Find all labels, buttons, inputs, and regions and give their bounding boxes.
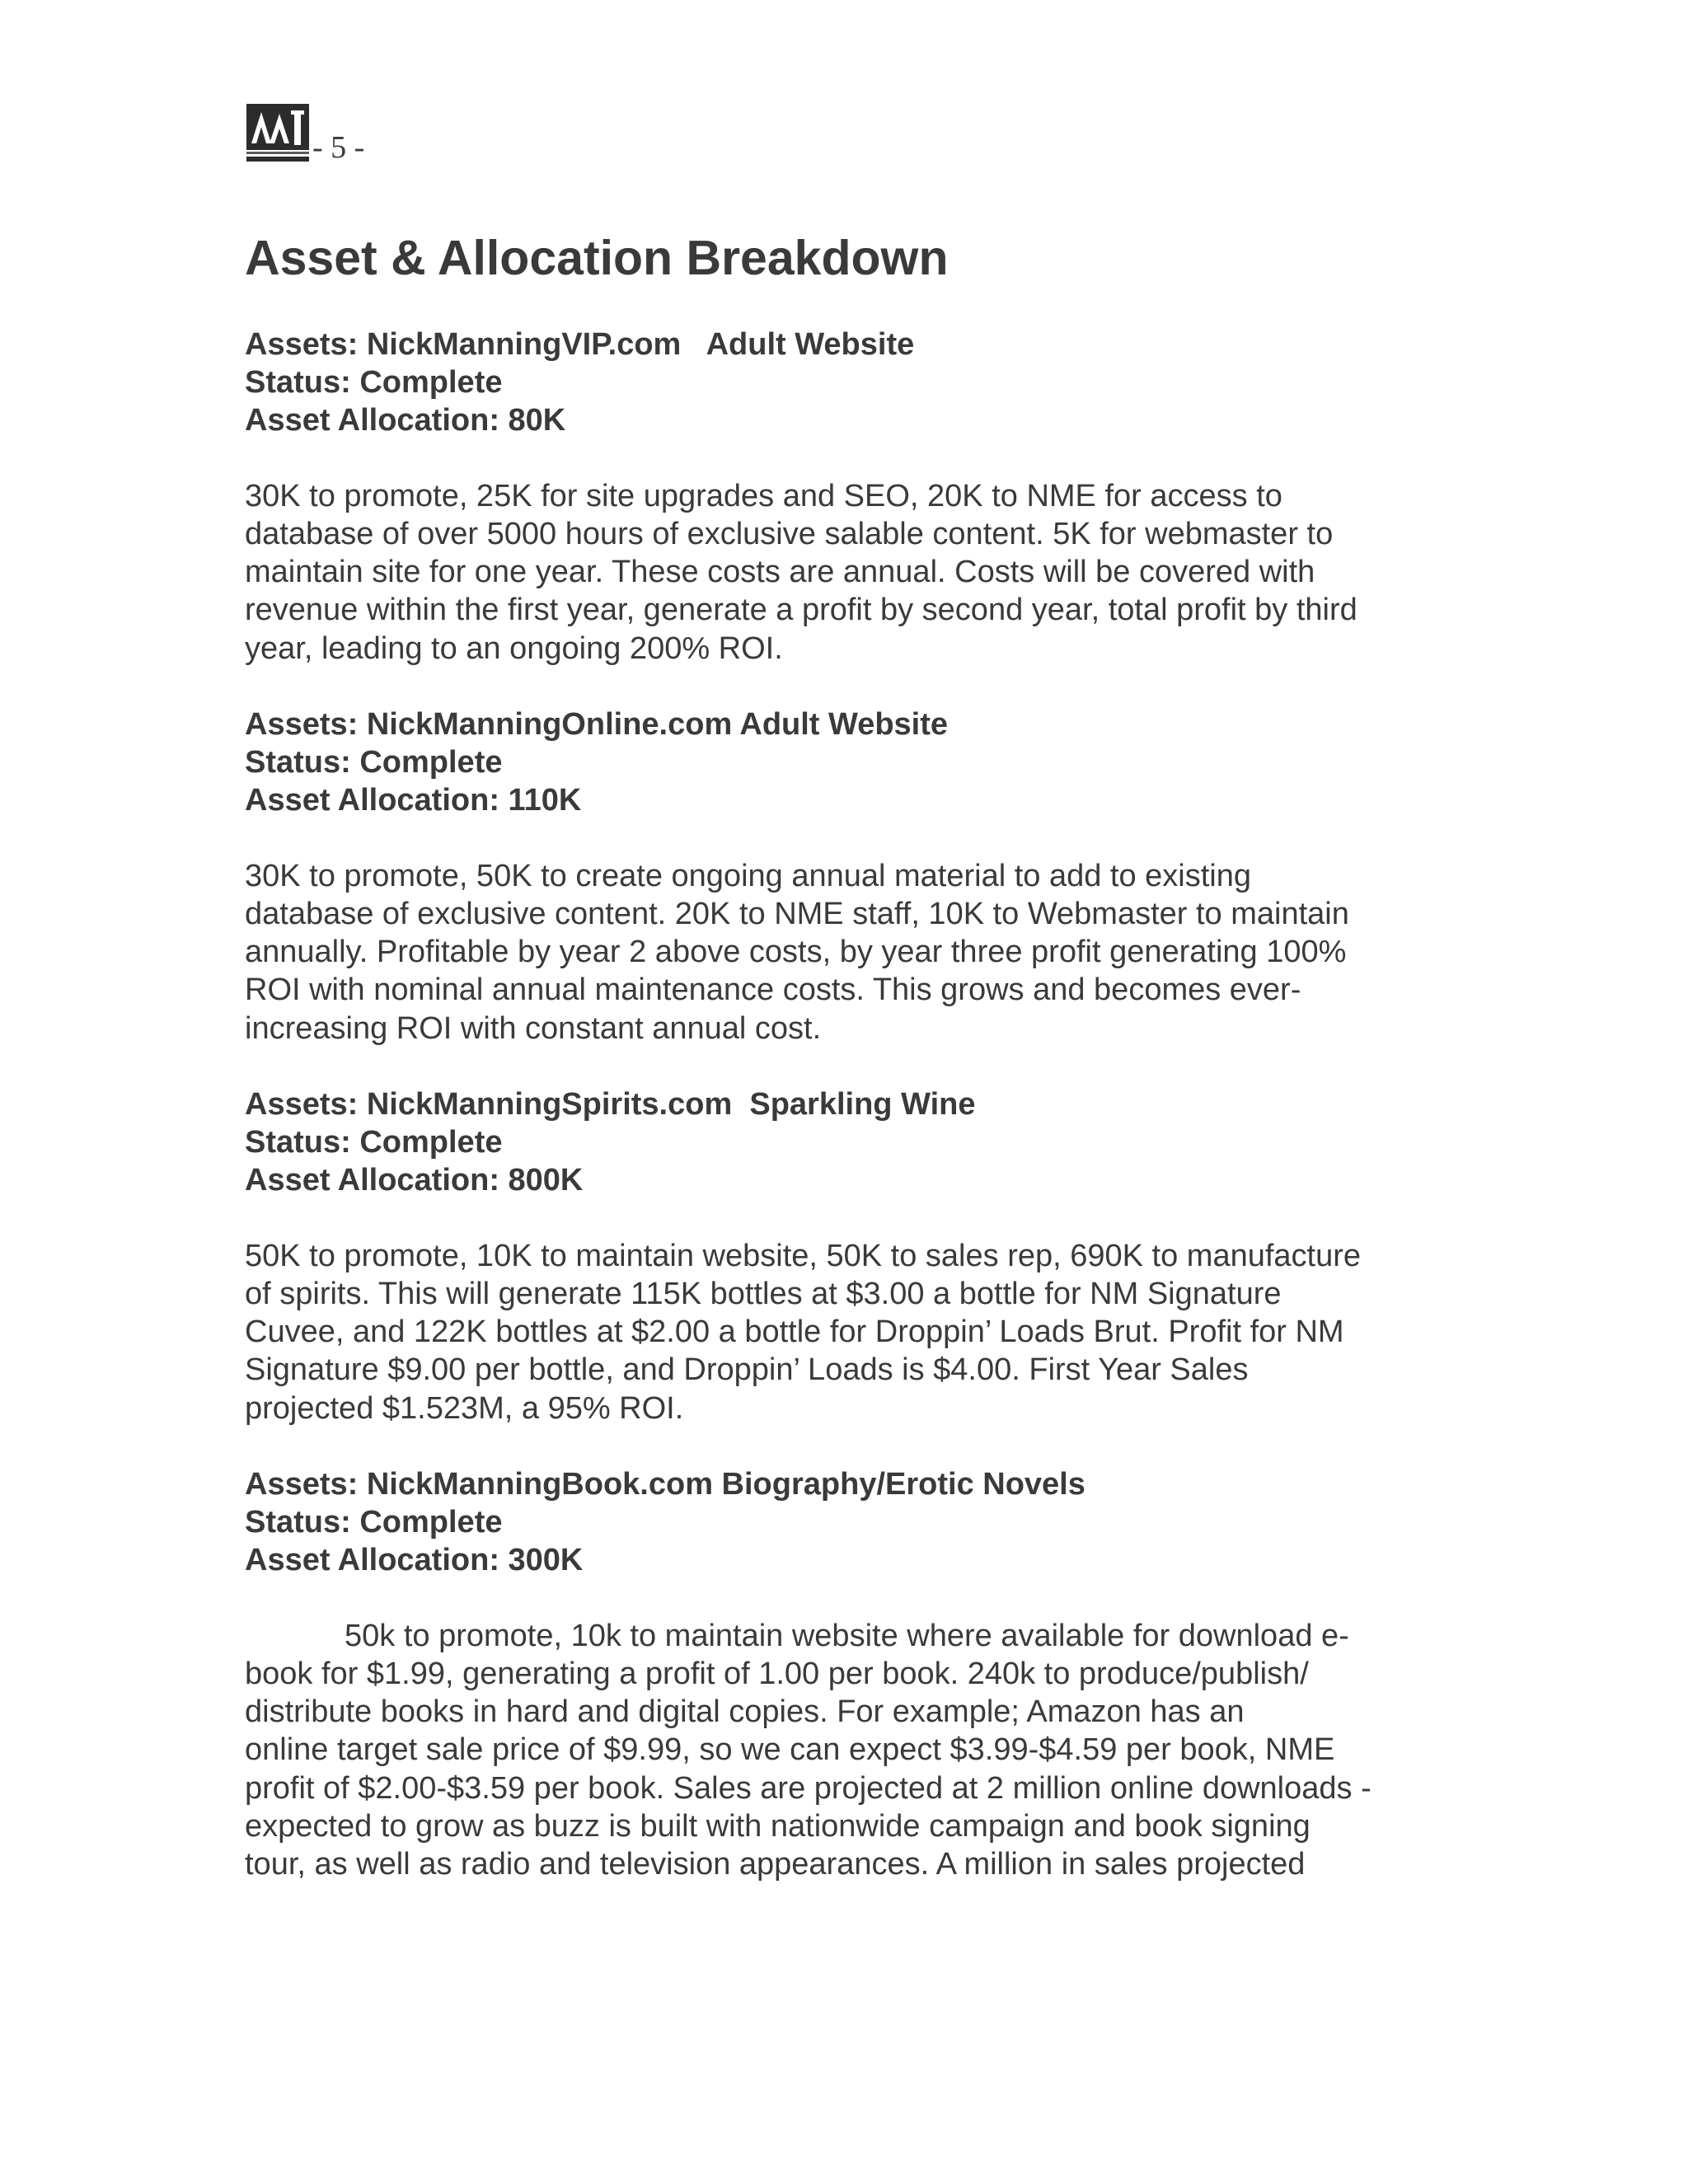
asset-name: Assets: NickManningSpirits.com Sparkling Wine (245, 1086, 976, 1122)
document-body (245, 229, 1440, 1921)
page-number: - 5 - (312, 130, 365, 165)
asset-name: Assets: NickManningBook.com Biography/Erotic Novels (245, 1466, 1085, 1502)
asset-meta (245, 705, 1440, 819)
text-line: 50K to promote, 10K to maintain website, 50K to sales rep, 690K to manufacture (245, 1238, 1362, 1273)
text-line: projected $1.523M, a 95% ROI. (245, 1390, 684, 1426)
text-line: 30K to promote, 50K to create ongoing annual material to add to existing (245, 858, 1252, 893)
asset-meta (245, 326, 1440, 439)
asset-status: Status: Complete (245, 1124, 503, 1160)
asset-description (245, 1617, 1440, 1883)
text-line: online target sale price of $9.99, so we can expect $3.99-$4.59 per book, NME (245, 1732, 1335, 1768)
text-line: revenue within the first year, generate a profit by second year, total profit by third (245, 593, 1357, 628)
text-line: year, leading to an ongoing 200% ROI. (245, 630, 783, 666)
asset-status: Status: Complete (245, 364, 503, 400)
asset-section (245, 1085, 1440, 1427)
text-line: expected to grow as buzz is built with nationwide campaign and book signing (245, 1808, 1311, 1844)
text-line: distribute books in hard and digital copies. For example; Amazon has an (245, 1694, 1245, 1730)
text-line: Signature $9.00 per bottle, and Droppin’ Loads is $4.00. First Year Sales (245, 1352, 1249, 1388)
text-line: profit of $2.00-$3.59 per book. Sales are projected at 2 million online downloads - (245, 1770, 1372, 1806)
asset-section (245, 705, 1440, 1047)
asset-allocation: Asset Allocation: 800K (245, 1162, 584, 1197)
text-line: maintain site for one year. These costs are annual. Costs will be covered with (245, 555, 1315, 590)
asset-description (245, 477, 1440, 668)
asset-allocation: Asset Allocation: 110K (245, 782, 582, 818)
asset-section (245, 1465, 1440, 1883)
asset-allocation: Asset Allocation: 300K (245, 1542, 584, 1577)
text-line: book for $1.99, generating a profit of 1.00 per book. 240k to produce/publish/ (245, 1657, 1309, 1692)
text-line: ROI with nominal annual maintenance costs. This grows and becomes ever- (245, 972, 1301, 1008)
page-header (245, 97, 364, 163)
asset-meta (245, 1465, 1440, 1579)
asset-allocation: Asset Allocation: 80K (245, 402, 566, 438)
asset-section (245, 326, 1440, 668)
asset-name: Assets: NickManningOnline.com Adult Website (245, 706, 949, 742)
asset-status: Status: Complete (245, 1504, 503, 1540)
company-logo-icon (245, 102, 311, 163)
text-line: annually. Profitable by year 2 above costs, by year three profit generating 100% (245, 935, 1347, 970)
text-line: increasing ROI with constant annual cost. (245, 1010, 822, 1046)
text-line: of spirits. This will generate 115K bottles at $3.00 a bottle for NM Signature (245, 1277, 1282, 1312)
asset-meta (245, 1085, 1440, 1199)
text-line: Cuvee, and 122K bottles at $2.00 a bottle for Droppin’ Loads Brut. Profit for NM (245, 1315, 1344, 1350)
text-line: database of over 5000 hours of exclusive salable content. 5K for webmaster to (245, 517, 1334, 551)
asset-description (245, 857, 1440, 1047)
asset-name: Assets: NickManningVIP.com Adult Website (245, 326, 915, 362)
text-line: database of exclusive content. 20K to NME staff, 10K to Webmaster to maintain (245, 897, 1349, 932)
text-line: 30K to promote, 25K for site upgrades and SEO, 20K to NME for access to (245, 478, 1282, 513)
text-line: tour, as well as radio and television appearances. A million in sales projected (245, 1847, 1306, 1882)
asset-status: Status: Complete (245, 744, 503, 780)
text-line: 50k to promote, 10k to maintain website where available for download e- (345, 1618, 1349, 1653)
page-title: Asset & Allocation Breakdown (245, 231, 949, 285)
asset-description (245, 1237, 1440, 1427)
